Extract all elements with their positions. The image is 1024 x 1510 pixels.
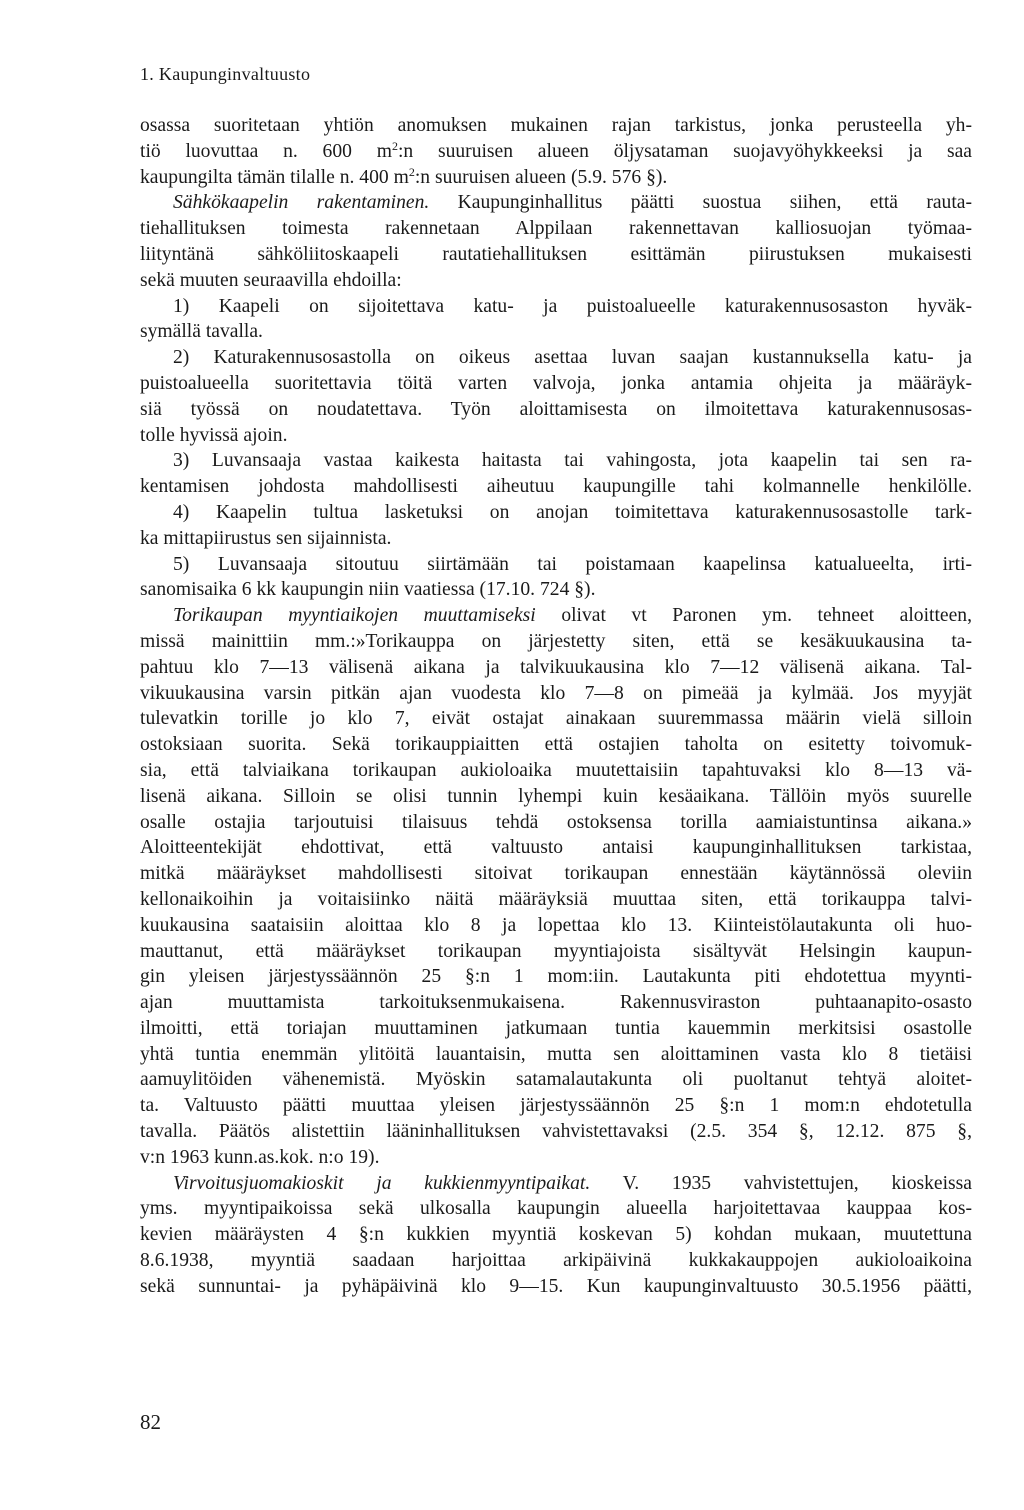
text-line <box>140 526 972 552</box>
text-line <box>140 1171 972 1197</box>
text-segment: v:n 1963 kunn.as.kok. n:o 19). <box>140 1146 380 1168</box>
text-line <box>140 861 972 887</box>
text-segment: ka mittapiirustus sen sijainnista. <box>140 527 392 549</box>
text-line <box>140 758 972 784</box>
text-line <box>140 1067 972 1093</box>
text-segment: missä mainittiin mm.:»Torikauppa on järjestetty siten, että se kesäkuukausina ta- <box>140 630 972 652</box>
text-segment: ostoksiaan suorita. Sekä torikauppiaitten että ostajien taholta on esitetty toivomuk- <box>140 734 972 756</box>
text-line <box>140 1016 972 1042</box>
text-segment: kentamisen johdosta mahdollisesti aiheutuu kaupungille tahi kolmannelle henkilölle. <box>140 476 972 498</box>
text-line <box>140 629 972 655</box>
text-line <box>140 1119 972 1145</box>
text-line <box>140 887 972 913</box>
text-segment: Kaupunginhallitus päätti suostua siihen, että rauta- <box>429 192 973 214</box>
text-line <box>140 655 972 681</box>
text-line <box>140 939 972 965</box>
text-segment: ajan muuttamista tarkoituksenmukaisena. Rakennusviraston puhtaanapito-osasto <box>140 992 972 1014</box>
text-segment: liityntänä sähköliitoskaapeli rautatiehallituksen esittämän piirustuksen mukaisesti <box>140 243 972 265</box>
text-line <box>140 835 972 861</box>
text-segment: Aloitteentekijät ehdottivat, että valtuusto antaisi kaupunginhallituksen tarkistaa, <box>140 837 972 859</box>
superscript: 2 <box>391 138 398 153</box>
text-line <box>140 913 972 939</box>
text-segment: osassa suoritetaan yhtiön anomuksen mukainen rajan tarkistus, jonka perusteella yh- <box>140 115 972 136</box>
running-header: 1. Kaupunginvaltuusto <box>140 64 311 84</box>
text-segment: symällä tavalla. <box>140 321 263 343</box>
text-segment: ilmoitti, että toriajan muuttaminen jatkumaan tuntia kauemmin merkitsisi osastolle <box>140 1017 972 1039</box>
text-segment: tolle hyvissä ajoin. <box>140 424 288 446</box>
text-segment: yhtä tuntia enemmän ylitöitä lauantaisin, mutta sen aloittaminen vasta klo 8 tietäisi <box>140 1043 972 1065</box>
text-line <box>140 732 972 758</box>
text-line <box>140 294 972 320</box>
text-line <box>140 681 972 707</box>
text-line <box>140 810 972 836</box>
text-segment: yms. myyntipaikoissa sekä ulkosalla kaupungin alueella harjoitettavaa kauppaa kos- <box>140 1198 972 1220</box>
text-segment: 1) Kaapeli on sijoitettava katu- ja puistoalueelle katurakennusosaston hyväk- <box>173 295 972 317</box>
text-line <box>140 1145 972 1171</box>
text-segment: mitkä määräykset mahdollisesti sitoivat torikaupan ennestään käytännössä oleviin <box>140 863 972 885</box>
text-segment: kaupungilta tämän tilalle n. 400 m <box>140 166 409 188</box>
text-segment: kuukausina saataisiin aloittaa klo 8 ja lopettaa klo 13. Kiinteistölautakunta oli huo- <box>140 914 972 936</box>
text-line <box>140 165 972 191</box>
text-segment: vikuukausina varsin pitkän ajan vuodesta klo 7—8 on pimeää ja kylmää. Jos myyjät <box>140 682 972 704</box>
text-line <box>140 1274 972 1300</box>
text-segment: kevien määräysten 4 §:n kukkien myyntiä koskevan 5) kohdan mukaan, muutettuna <box>140 1224 972 1246</box>
text-line <box>140 474 972 500</box>
text-line <box>140 1222 972 1248</box>
text-line <box>140 603 972 629</box>
text-segment: 3) Luvansaaja vastaa kaikesta haitasta tai vahingosta, jota kaapelin tai sen ra- <box>173 450 972 472</box>
text-segment: gin yleisen järjestyssäännön 25 §:n 1 mom:iin. Lautakunta piti ehdotettua myynti- <box>140 966 972 988</box>
text-line <box>140 1248 972 1274</box>
text-line <box>140 784 972 810</box>
text-segment: kellonaikoihin ja voitaisiinko näitä määräyksiä muuttaa siten, että torikauppa talvi- <box>140 888 972 910</box>
text-line <box>140 216 972 242</box>
text-segment: sekä muuten seuraavilla ehdoilla: <box>140 269 402 291</box>
text-line <box>140 964 972 990</box>
text-segment: ta. Valtuusto päätti muuttaa yleisen järjestyssäännön 25 §:n 1 mom:n ehdotetulla <box>140 1095 972 1117</box>
italic-heading: Sähkökaapelin rakentaminen. <box>173 192 430 214</box>
text-line <box>140 190 972 216</box>
text-line <box>140 319 972 345</box>
text-segment: tiö luovuttaa n. 600 m <box>140 140 392 162</box>
text-line <box>140 990 972 1016</box>
text-line <box>140 1093 972 1119</box>
text-segment: tavalla. Päätös alistettiin lääninhallituksen vahvistettavaksi (2.5. 354 §, 12.12. 875 §, <box>140 1121 972 1143</box>
text-line <box>140 448 972 474</box>
text-segment: 2) Katurakennusosastolla on oikeus asettaa luvan saajan kustannuksella katu- ja <box>173 347 972 369</box>
text-segment: :n suuruisen alueen (5.9. 576 §). <box>414 166 668 188</box>
superscript: 2 <box>408 164 415 179</box>
text-segment: olivat vt Paronen ym. tehneet aloitteen, <box>535 605 973 627</box>
text-segment: V. 1935 vahvistettujen, kioskeissa <box>590 1172 972 1194</box>
text-segment: tulevatkin torille jo klo 7, eivät ostajat ainakaan suuremmassa määrin vielä silloin <box>140 708 972 730</box>
text-line <box>140 139 972 165</box>
text-line <box>140 113 972 139</box>
page-number: 82 <box>140 1410 161 1434</box>
text-segment: sanomisaika 6 kk kaupungin niin vaatiessa (17.10. 724 §). <box>140 579 596 601</box>
body-text <box>140 113 972 1300</box>
text-segment: osalle ostajia tarjoutuisi tilaisuus tehdä ostoksensa torilla aamiaistuntinsa aikana.» <box>140 811 972 833</box>
text-segment: 4) Kaapelin tultua lasketuksi on anojan toimitettava katurakennusosastolle tark- <box>173 501 972 523</box>
italic-heading: Virvoitusjuomakioskit ja kukkienmyyntipaikat. <box>173 1172 591 1194</box>
text-line <box>140 500 972 526</box>
text-segment: mauttanut, että määräykset torikaupan myyntiajoista sisältyvät Helsingin kaupun- <box>140 940 972 962</box>
text-line <box>140 1196 972 1222</box>
text-segment: puistoalueella suoritettavia töitä varten valvoja, jonka antamia ohjeita ja määräyk- <box>140 372 972 394</box>
text-line <box>140 345 972 371</box>
text-segment: sia, että talviaikana torikaupan aukioloaika muutettaisiin tapahtuvaksi klo 8—13 vä- <box>140 759 972 781</box>
text-line <box>140 1042 972 1068</box>
text-line <box>140 242 972 268</box>
text-segment: lisenä aikana. Silloin se olisi tunnin lyhempi kuin kesäaikana. Tällöin myös suurelle <box>140 785 972 807</box>
text-segment: sekä sunnuntai- ja pyhäpäivinä klo 9—15. Kun kaupunginvaltuusto 30.5.1956 päätti, <box>140 1275 972 1297</box>
text-segment: aamuylitöiden vähenemistä. Myöskin satamalautakunta oli puoltanut tehtyä aloitet- <box>140 1069 972 1091</box>
text-segment: pahtuu klo 7—13 välisenä aikana ja talvikuukausina klo 7—12 välisenä aikana. Tal- <box>140 656 972 678</box>
text-segment: tiehallituksen toimesta rakennetaan Alppilaan rakennettavan kalliosuojan työmaa- <box>140 218 972 240</box>
text-line <box>140 423 972 449</box>
text-line <box>140 371 972 397</box>
text-line <box>140 397 972 423</box>
text-line <box>140 577 972 603</box>
text-line <box>140 268 972 294</box>
text-segment: 8.6.1938, myyntiä saadaan harjoittaa arkipäivinä kukkakauppojen aukioloaikoina <box>140 1250 972 1272</box>
italic-heading: Torikaupan myyntiaikojen muuttamiseksi <box>173 605 536 627</box>
text-segment: :n suuruisen alueen öljysataman suojavyöhykkeeksi ja saa <box>397 140 972 162</box>
text-segment: siä työssä on noudatettava. Työn aloittamisesta on ilmoitettava katurakennusosas- <box>140 398 972 420</box>
text-line <box>140 552 972 578</box>
text-line <box>140 706 972 732</box>
text-segment: 5) Luvansaaja sitoutuu siirtämään tai poistamaan kaapelinsa katualueelta, irti- <box>173 553 972 575</box>
